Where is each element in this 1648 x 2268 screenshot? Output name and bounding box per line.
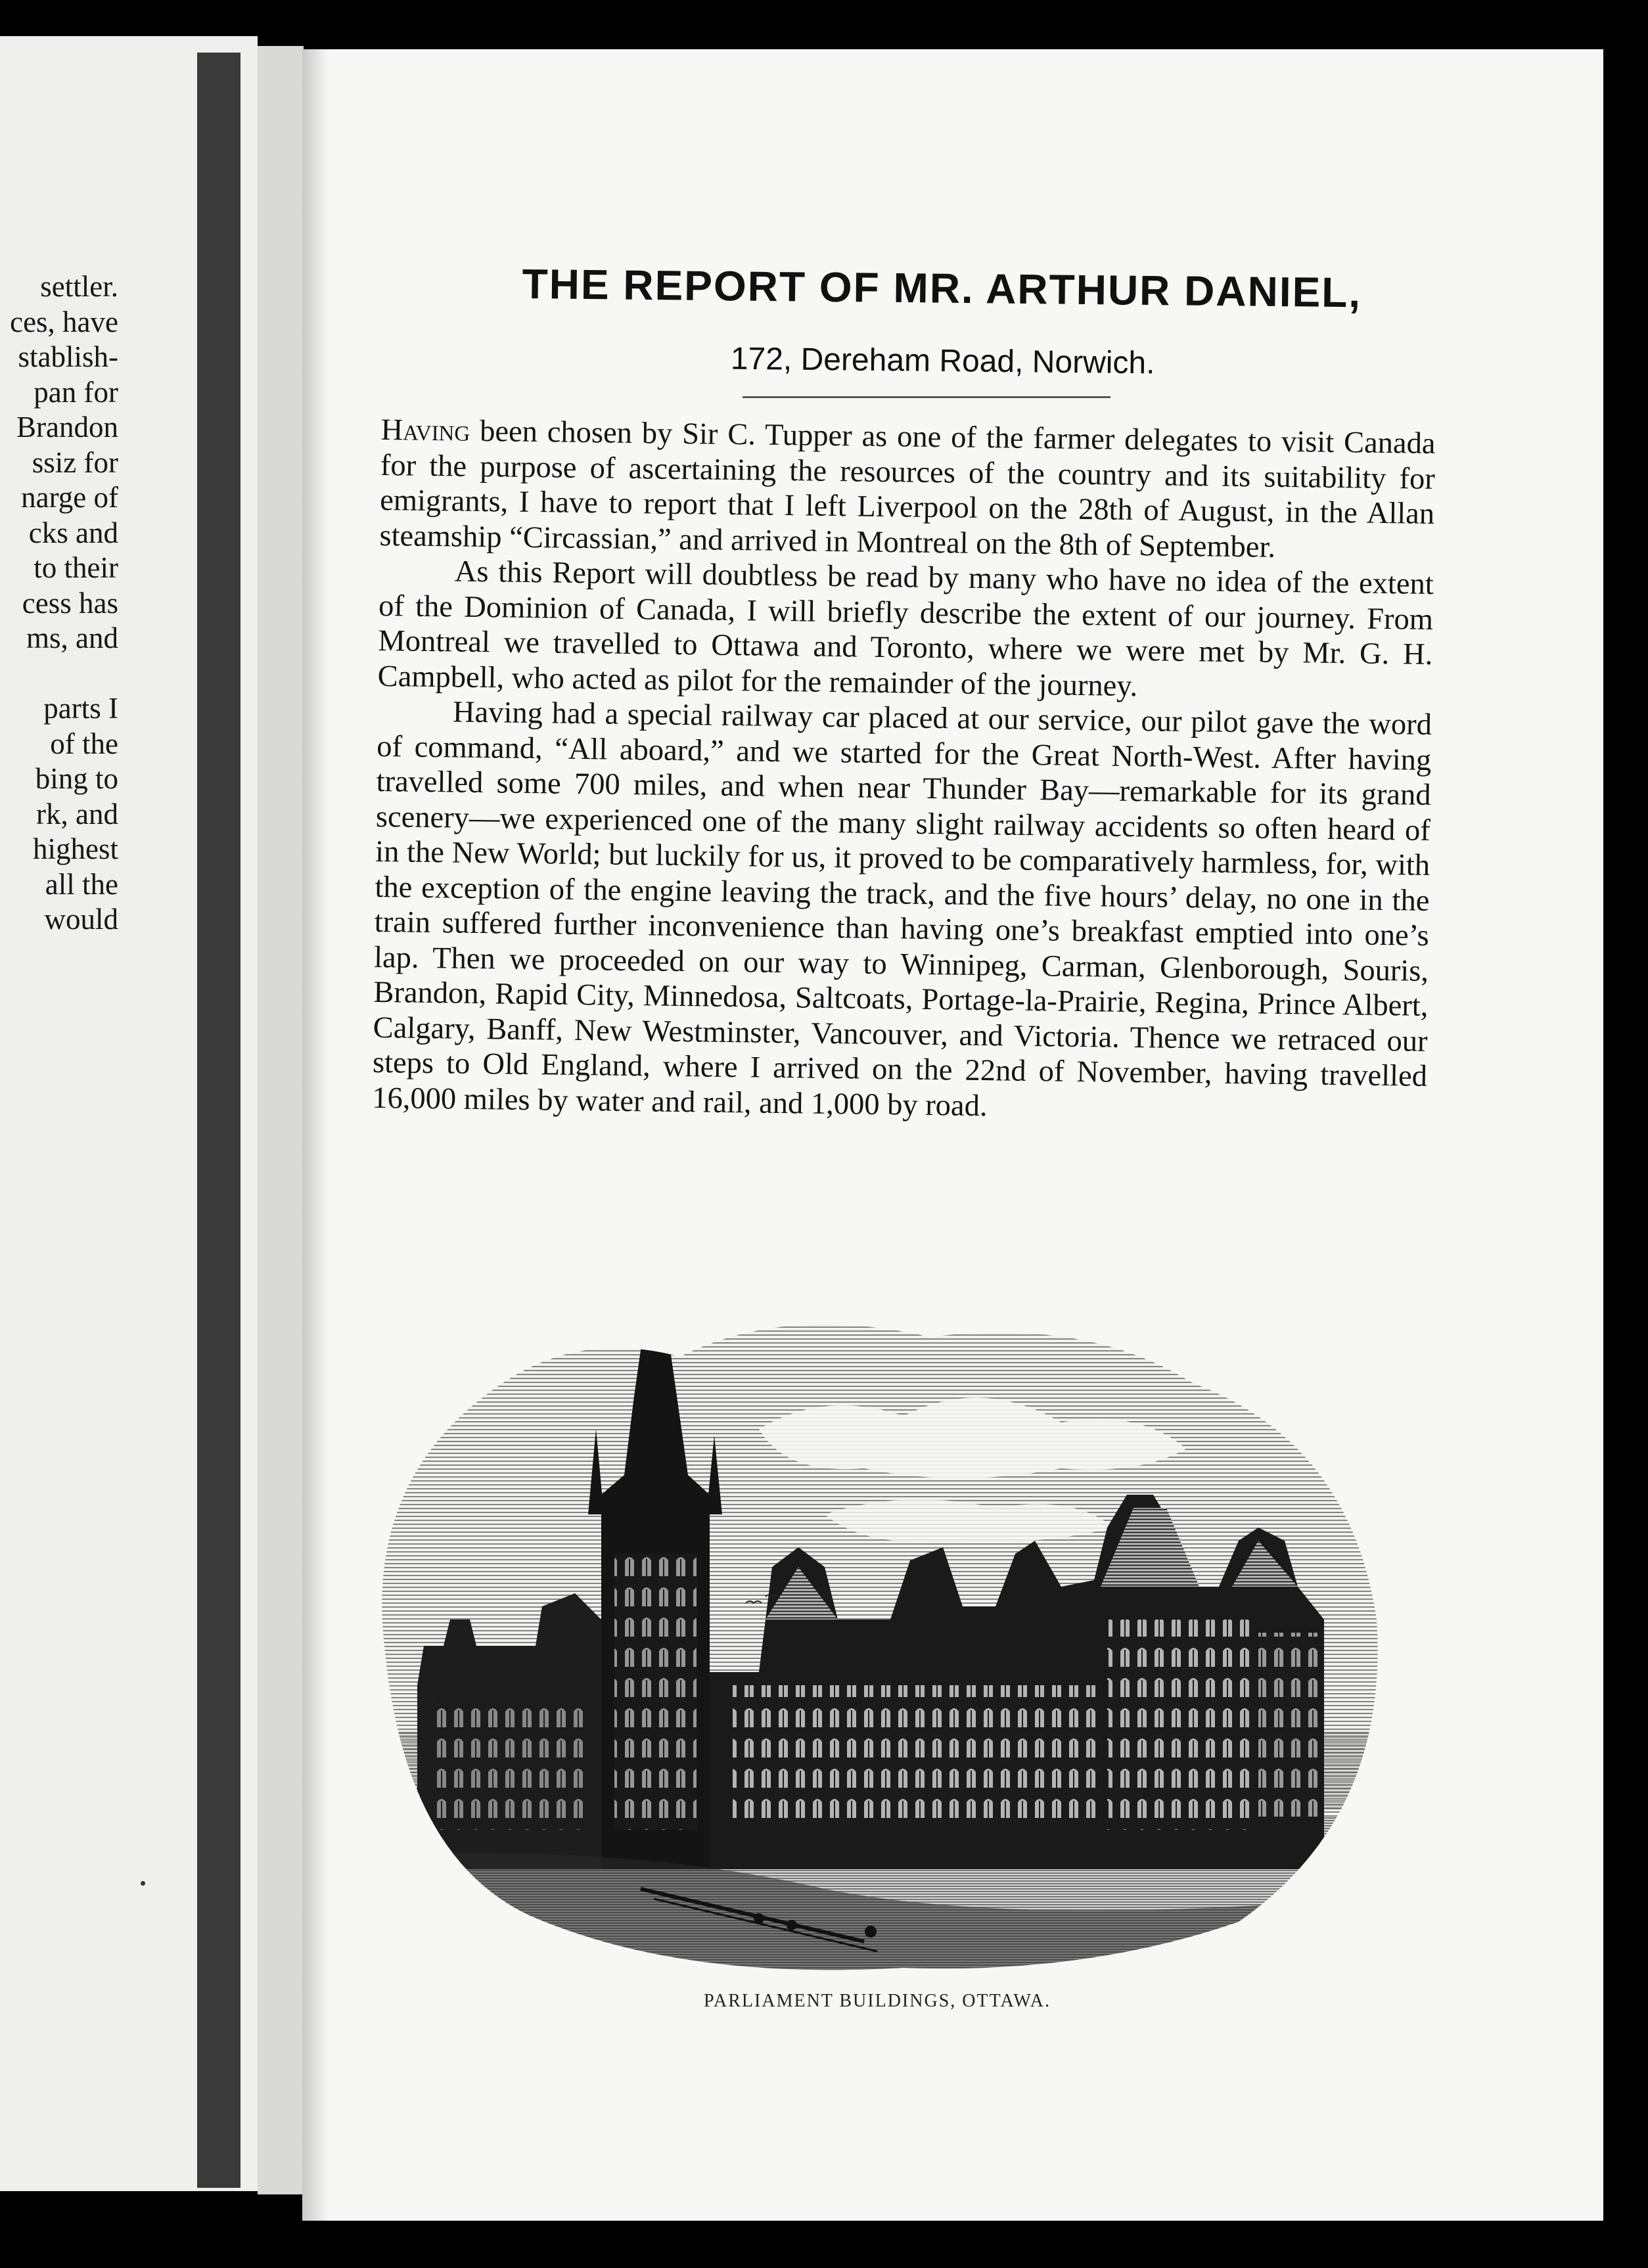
- article-subtitle: 172, Dereham Road, Norwich.: [730, 341, 1155, 381]
- paragraph-2: As this Report will doubtless be read by many who have no idea of the extent of the Dominion of Canada, I will briefly describe the extent of our journey. From Montreal we travelled to Ottawa and Toronto, where we were met by Mr. G. H. Campbell, who acted as pilot for the remainder of the journey.: [377, 555, 1434, 703]
- left-fragment-line: narge of: [21, 481, 118, 514]
- left-fragment-line: settler.: [40, 270, 118, 303]
- left-fragment-line: bing to: [35, 762, 118, 795]
- left-fragment-line: ces, have: [10, 305, 118, 338]
- paragraph-1-text: been chosen by Sir C. Tupper as one of the farmer delegates to visit Canada for the purpose of ascertaining the resources of the country and its suitability for emigrants, I have to report that I left Liverpool on the 28th of August, in the Allan steamship “Circassian,” and arrived in Montreal on the 8th of September.: [379, 414, 1436, 564]
- drop-lead-word: Having: [380, 413, 470, 448]
- left-fragment-line: all the: [45, 867, 118, 901]
- article-title: THE REPORT OF MR. ARTHUR DANIEL,: [522, 260, 1362, 317]
- gutter-edge: [258, 46, 304, 2194]
- title-rule: [743, 396, 1110, 398]
- left-fragment-line: of the: [50, 727, 118, 760]
- left-page-text-fragment: [0, 269, 118, 938]
- page-curl-shadow: [302, 49, 329, 2221]
- left-fragment-line: highest: [33, 832, 118, 865]
- parliament-engraving: [365, 1278, 1393, 1994]
- page-speck: [141, 1881, 145, 1886]
- left-fragment-line: to their: [34, 551, 118, 584]
- article-body: [372, 413, 1436, 1129]
- left-fragment-line: stablish-: [18, 340, 118, 373]
- left-fragment-line: cess has: [22, 586, 118, 620]
- left-fragment-line: ssiz for: [32, 445, 118, 479]
- paragraph-3: Having had a special railway car placed at our service, our pilot gave the word of command, “All aboard,” and we started for the Great North-West. After having travelled some 700 miles, and when near Thunder Bay—remarkable for its grand scenery—we experienced one of the many slight railway accidents so often heard of in the New World; but luckily for us, it proved to be comparatively harmless, for, with the exception of the engine leaving the track, and the five hours’ delay, no one in the train suffered further inconvenience than having one’s breakfast emptied into one’s lap. Then we proceeded on our way to Winnipeg, Carman, Glenborough, Souris, Brandon, Rapid City, Minnedosa, Saltcoats, Portage-la-Prairie, Regina, Prince Albert, Calgary, Banff, New Westminster, Vancouver, and Victoria. Thence we retraced our steps to Old England, where I arrived on the 22nd of November, having travelled 16,000 miles by water and rail, and 1,000 by road.: [372, 695, 1432, 1123]
- left-fragment-line: would: [44, 903, 118, 936]
- left-fragment-line: Brandon: [16, 411, 118, 443]
- left-fragment-line: rk, and: [36, 797, 118, 830]
- paragraph-1: [379, 413, 1436, 567]
- book-gutter: [197, 53, 240, 2188]
- left-fragment-line: [0, 656, 118, 692]
- left-fragment-line: cks and: [28, 516, 118, 549]
- left-fragment-line: ms, and: [26, 622, 118, 654]
- left-fragment-line: parts I: [43, 692, 118, 725]
- illustration-caption: PARLIAMENT BUILDINGS, OTTAWA.: [704, 1991, 1051, 2011]
- left-fragment-line: pan for: [34, 375, 118, 409]
